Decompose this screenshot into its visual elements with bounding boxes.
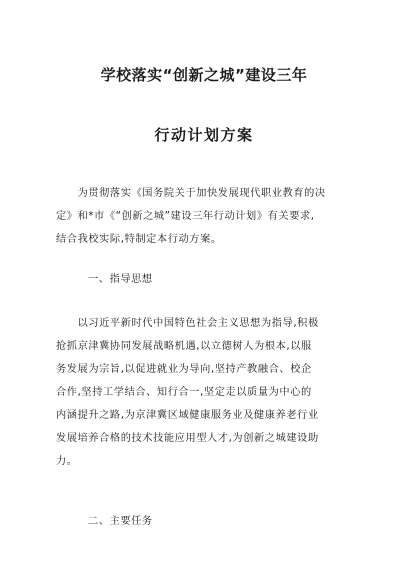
guiding-ideology-paragraph — [56, 312, 354, 473]
document-title-line1: 学校落实“创新之城”建设三年 — [100, 66, 308, 84]
paragraph-line: 力。 — [56, 456, 78, 467]
document-title-line2: 行动计划方案 — [154, 126, 254, 144]
paragraph-line: 为贯彻落实《国务院关于加快发展现代职业教育的决 — [56, 188, 326, 199]
paragraph-line: 定》和*市《“创新之城”建设三年行动计划》有关要求, — [56, 211, 315, 222]
paragraph-line: 发展培养合格的技术技能应用型人才,为创新之城建设助 — [56, 433, 319, 444]
paragraph-line: 结合我校实际,特制定本行动方案。 — [56, 234, 222, 245]
intro-paragraph — [56, 182, 354, 251]
paragraph-line: 合作,坚持工学结合、知行合一,坚定走以质量为中心的 — [56, 387, 312, 398]
paragraph-line: 抢抓京津冀协同发展战略机遇,以立德树人为根本,以服 — [56, 341, 312, 352]
paragraph-line: 务发展为宗旨,以促进就业为导向,坚持产教融合、校企 — [56, 364, 312, 375]
paragraph-line: 以习近平新时代中国特色社会主义思想为指导,积极 — [56, 318, 319, 329]
section-heading-main-tasks: 二、主要任务 — [88, 516, 153, 527]
paragraph-line: 内涵提升之路,为京津冀区域健康服务业及健康养老行业 — [56, 410, 319, 421]
section-heading-guiding-ideology: 一、指导思想 — [88, 274, 153, 285]
